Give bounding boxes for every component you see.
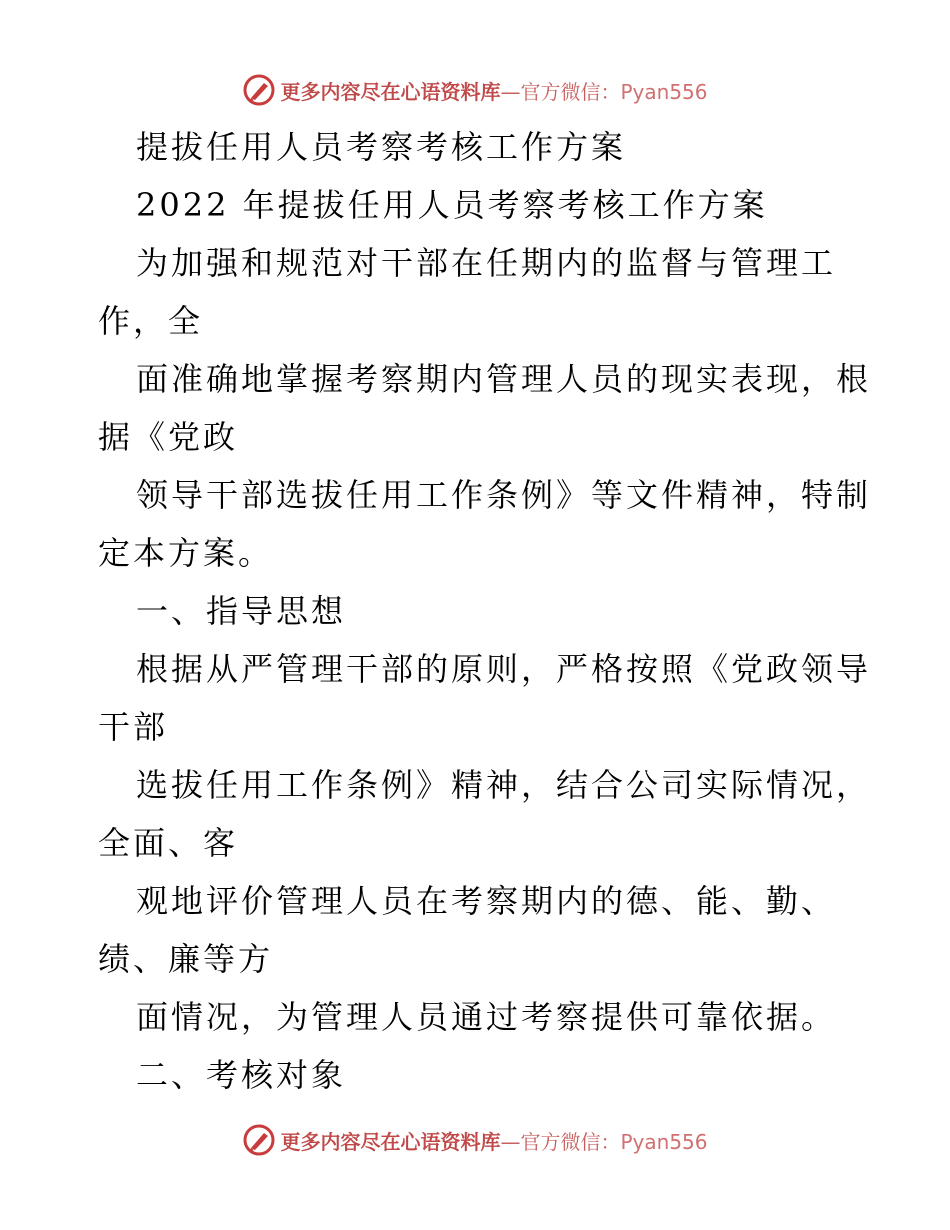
paragraph-line: 干部 (98, 708, 169, 746)
paragraph-line: 为加强和规范对干部在任期内的监督与管理工 (136, 244, 837, 282)
watermark-part2: —官方微信： (500, 1129, 621, 1154)
watermark-part1: 更多内容尽在心语资料库 (280, 1129, 501, 1154)
watermark-banner-top (0, 68, 950, 112)
document-body (98, 118, 878, 1104)
watermark-part3: Pyan556 (620, 1129, 708, 1154)
paragraph-line: 作，全 (98, 302, 204, 340)
paragraph-line: 观地评价管理人员在考察期内的德、能、勤、 (136, 882, 837, 920)
paragraph-line: 绩、廉等方 (98, 940, 274, 978)
watermark-part3: Pyan556 (620, 79, 708, 104)
pen-logo-icon (242, 1123, 276, 1157)
paragraph-line: 根据从严管理干部的原则，严格按照《党政领导 (136, 650, 872, 688)
watermark-text (280, 1126, 707, 1155)
doc-title: 提拔任用人员考察考核工作方案 (136, 128, 627, 166)
section-heading: 二、考核对象 (136, 1056, 347, 1094)
paragraph-line: 领导干部选拔任用工作条例》等文件精神，特制 (136, 476, 872, 514)
pen-logo-icon (242, 73, 276, 107)
watermark-text (280, 76, 707, 105)
watermark-banner-bottom (0, 1118, 950, 1162)
paragraph-line: 面情况，为管理人员通过考察提供可靠依据。 (136, 998, 837, 1036)
paragraph-line: 全面、客 (98, 824, 239, 862)
watermark-part1: 更多内容尽在心语资料库 (280, 79, 501, 104)
paragraph-line: 定本方案。 (98, 534, 274, 572)
doc-subtitle: 2022 年提拔任用人员考察考核工作方案 (136, 186, 768, 224)
section-heading: 一、指导思想 (136, 592, 347, 630)
watermark-part2: —官方微信： (500, 79, 621, 104)
paragraph-line: 选拔任用工作条例》精神，结合公司实际情况， (136, 766, 872, 804)
paragraph-line: 面准确地掌握考察期内管理人员的现实表现，根 (136, 360, 872, 398)
paragraph-line: 据《党政 (98, 418, 239, 456)
